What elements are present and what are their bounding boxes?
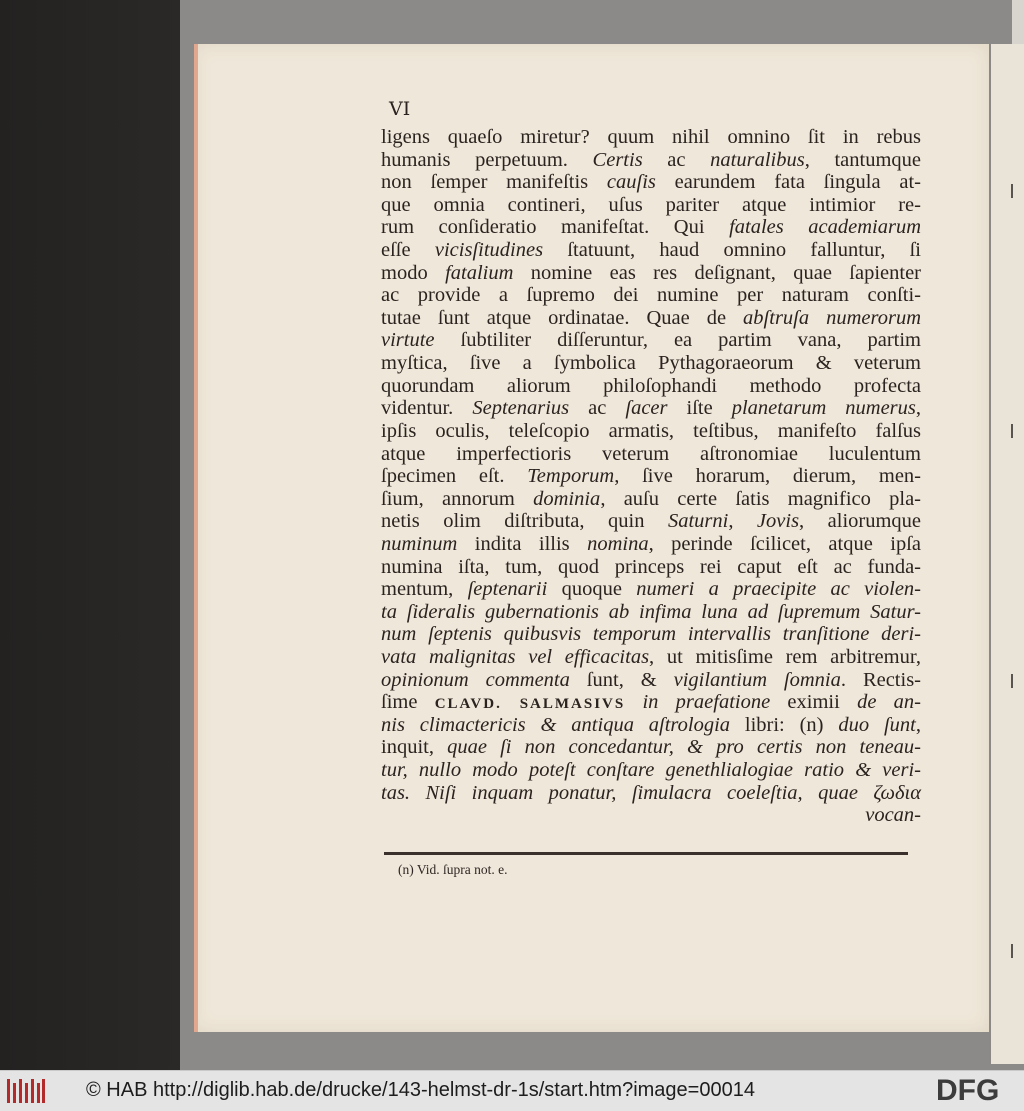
hab-logo-icon bbox=[6, 1077, 46, 1105]
edge-mark bbox=[1011, 944, 1013, 958]
text-span: planetarum numerus bbox=[731, 397, 916, 420]
text-span: num ſeptenis quibusvis temporum intervallis tranſitione deri- bbox=[381, 623, 921, 646]
text-span: vigilantium ſomnia bbox=[673, 668, 841, 691]
text-line bbox=[381, 284, 921, 307]
text-span: nomine eas res deſignant, quae ſapienter bbox=[513, 261, 921, 284]
text-span: humanis perpetuum. bbox=[381, 148, 593, 171]
text-span: ſunt, & bbox=[569, 668, 674, 691]
edge-mark bbox=[1011, 424, 1013, 438]
text-span: earundem fata ſingula at- bbox=[655, 171, 921, 194]
text-line bbox=[381, 556, 921, 579]
text-span: , perinde ſcilicet, atque ipſa bbox=[648, 532, 921, 555]
text-span: ſpecimen eſt. bbox=[381, 465, 528, 488]
text-span: ſium, annorum bbox=[381, 487, 534, 510]
text-span: eſſe bbox=[381, 239, 435, 262]
text-line bbox=[381, 601, 921, 624]
text-line bbox=[381, 465, 921, 488]
text-span: dominia bbox=[533, 487, 601, 510]
copyright-link[interactable]: © HAB http://diglib.hab.de/drucke/143-helmst-dr-1s/start.htm?image=00014 bbox=[86, 1079, 755, 1101]
text-line bbox=[381, 669, 921, 692]
text-line bbox=[381, 623, 921, 646]
text-line bbox=[381, 488, 921, 511]
text-span: nomina bbox=[587, 532, 649, 555]
text-span: quorundam aliorum philoſophandi methodo profecta bbox=[381, 374, 921, 397]
text-span: . Rectis- bbox=[840, 668, 922, 691]
text-line bbox=[381, 307, 921, 330]
text-span: tutae ſunt atque ordinatae. Quae de bbox=[381, 306, 744, 329]
text-span: indita illis bbox=[457, 532, 588, 555]
text-line bbox=[381, 804, 921, 827]
dfg-logo: DFG bbox=[936, 1074, 1000, 1107]
text-span: mentum, bbox=[381, 578, 468, 601]
text-span: Temporum bbox=[527, 465, 615, 488]
text-span: , bbox=[915, 713, 921, 736]
text-span: ſime bbox=[381, 691, 435, 714]
text-span: fatales academiarum bbox=[729, 216, 921, 239]
text-span: tas. Niſi inquam ponatur, ſimulacra coeleſtia, quae ζωδια bbox=[381, 781, 921, 804]
text-line bbox=[381, 714, 921, 737]
text-line bbox=[381, 126, 921, 149]
text-span: , aliorumque bbox=[799, 510, 922, 533]
text-span: rum conſideratio manifeſtat. Qui bbox=[381, 216, 730, 239]
text-span: , ſive horarum, dierum, men- bbox=[614, 465, 921, 488]
text-line bbox=[381, 239, 921, 262]
text-span: modo bbox=[381, 261, 446, 284]
text-span: de an- bbox=[857, 691, 921, 714]
text-span: nis climactericis & antiqua aſtrologia bbox=[381, 713, 731, 736]
text-span: fatalium bbox=[445, 261, 514, 284]
text-span: virtute bbox=[381, 329, 435, 352]
text-span: in praefatione bbox=[642, 691, 771, 714]
text-span: ſtatuunt, haud omnino falluntur, ſi bbox=[543, 239, 921, 262]
text-span: eximii bbox=[770, 691, 858, 714]
text-span: ac bbox=[569, 397, 626, 420]
text-line bbox=[381, 578, 921, 601]
footer-bar bbox=[0, 1070, 1024, 1111]
text-span: CLAVD. SALMASIVS bbox=[434, 696, 626, 713]
text-span: numina iſta, tum, quod princeps rei caput eſt ac funda- bbox=[381, 555, 921, 578]
text-span: , bbox=[915, 397, 922, 420]
page-number: VI bbox=[389, 98, 411, 120]
text-span: ac provide a ſupremo dei numine per naturam conſti- bbox=[381, 284, 921, 307]
text-span: quae ſi non concedantur, & pro certis non teneau- bbox=[447, 736, 921, 759]
next-page-edge bbox=[989, 44, 1024, 1064]
text-line bbox=[381, 533, 921, 556]
text-line bbox=[381, 149, 921, 172]
text-span bbox=[625, 691, 642, 713]
text-span: atque imperfectioris veterum aſtronomiae luculentum bbox=[381, 442, 921, 465]
text-span: netis olim diſtributa, quin bbox=[381, 510, 668, 533]
text-span: ta ſideralis gubernationis ab infima luna ad ſupremum Satur- bbox=[381, 600, 921, 623]
text-line bbox=[381, 782, 921, 805]
text-line bbox=[381, 646, 921, 669]
text-span: Jovis bbox=[756, 510, 800, 533]
text-span: ſubtiliter diſſeruntur, ea partim vana, partim bbox=[434, 329, 921, 352]
sheet-edge bbox=[1012, 0, 1024, 44]
text-line bbox=[381, 262, 921, 285]
footnote-rule bbox=[384, 852, 908, 855]
text-span: ſeptenarii bbox=[467, 578, 548, 601]
text-span: ac bbox=[642, 148, 711, 171]
text-span: quoque bbox=[547, 578, 637, 601]
text-span: Septenarius bbox=[472, 397, 570, 420]
text-span: , auſu certe ſatis magnifico pla- bbox=[600, 487, 921, 510]
text-span: tur, nullo modo poteſt conſtare genethlialogiae ratio & veri- bbox=[381, 759, 921, 782]
text-span: Certis bbox=[592, 148, 643, 171]
text-span: vata malignitas vel efficacitas bbox=[381, 646, 650, 669]
text-line bbox=[381, 216, 921, 239]
text-line bbox=[381, 759, 921, 782]
text-line bbox=[381, 420, 921, 443]
text-line bbox=[381, 397, 921, 420]
text-span: que omnia contineri, uſus pariter atque intimior re- bbox=[381, 193, 921, 216]
body-text bbox=[381, 126, 921, 827]
text-line bbox=[381, 375, 921, 398]
text-line bbox=[381, 691, 921, 714]
text-span: videntur. bbox=[381, 397, 473, 420]
footnote: (n) Vid. ſupra not. e. bbox=[398, 862, 508, 877]
text-span: , tantumque bbox=[804, 148, 922, 171]
text-span: inquit, bbox=[381, 736, 448, 759]
text-line bbox=[381, 171, 921, 194]
edge-mark bbox=[1011, 184, 1013, 198]
text-span: vocan- bbox=[865, 804, 921, 827]
text-span: , bbox=[728, 510, 757, 533]
text-span: duo ſunt bbox=[838, 713, 916, 736]
text-span: naturalibus bbox=[710, 148, 805, 171]
text-line bbox=[381, 194, 921, 217]
text-span: numeri a praecipite ac violen- bbox=[636, 578, 922, 601]
text-span: iſte bbox=[667, 397, 732, 420]
text-span: ſacer bbox=[625, 397, 668, 420]
text-line bbox=[381, 510, 921, 533]
text-span: non ſemper manifeſtis bbox=[381, 171, 607, 194]
text-line bbox=[381, 329, 921, 352]
text-span: Saturni bbox=[667, 510, 729, 533]
text-span: ipſis oculis, teleſcopio armatis, teſtibus, manifeſto falſus bbox=[381, 419, 921, 442]
text-span: libri: (n) bbox=[730, 713, 839, 736]
text-span: , ut mitisſime rem arbitremur, bbox=[649, 646, 921, 669]
text-span: ligens quaeſo miretur? quum nihil omnino ſit in rebus bbox=[381, 126, 921, 148]
text-span: cauſis bbox=[606, 171, 656, 194]
edge-mark bbox=[1011, 674, 1013, 688]
text-line bbox=[381, 736, 921, 759]
text-span: numinum bbox=[381, 532, 458, 555]
text-span: opinionum commenta bbox=[381, 668, 570, 691]
text-span: abſtruſa numerorum bbox=[743, 306, 922, 329]
text-line bbox=[381, 443, 921, 466]
text-line bbox=[381, 352, 921, 375]
text-span: vicisſitudines bbox=[434, 239, 544, 262]
text-span: myſtica, ſive a ſymbolica Pythagoraeorum & veterum bbox=[381, 352, 921, 375]
